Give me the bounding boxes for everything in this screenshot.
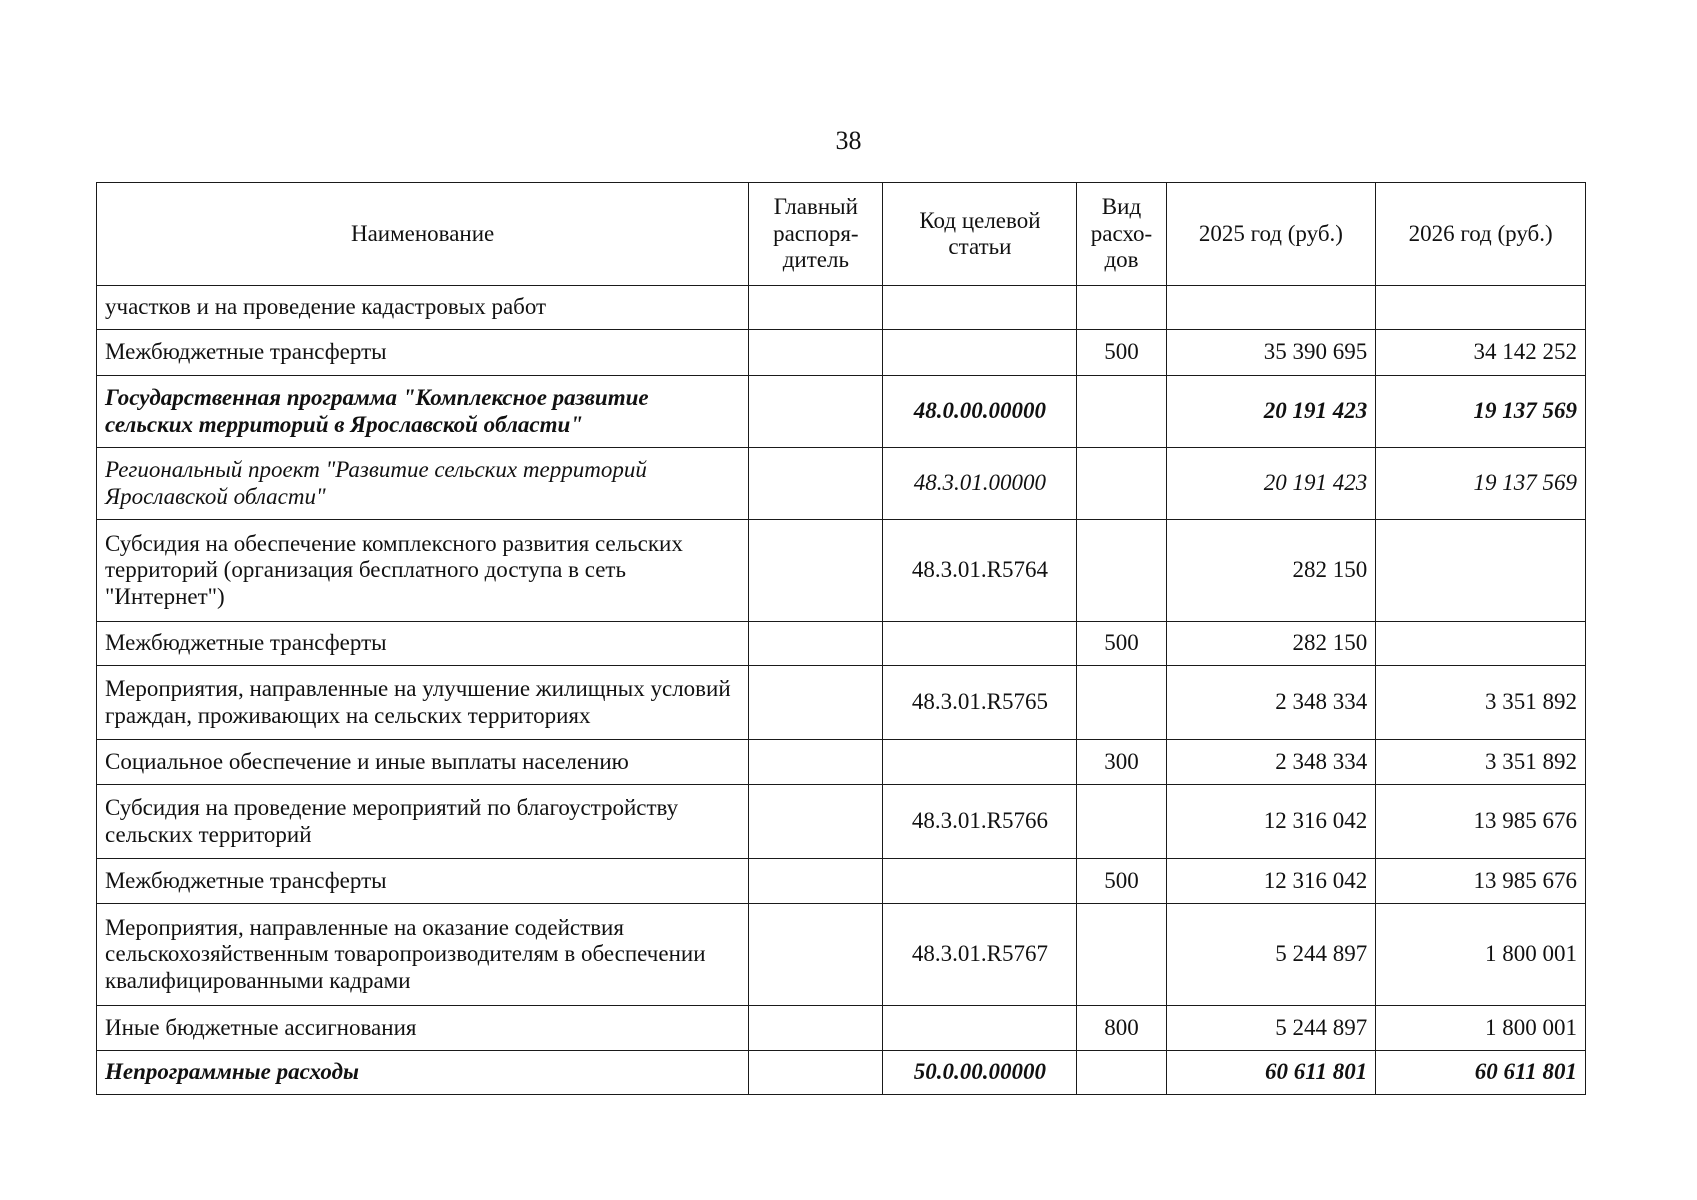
cell-2026: 1 800 001 [1376, 1006, 1586, 1051]
header-code: Код целевой статьи [883, 183, 1077, 286]
table-row [97, 330, 1586, 376]
cell-type [1077, 666, 1166, 740]
cell-type [1077, 520, 1166, 622]
cell-2026: 1 800 001 [1376, 904, 1586, 1006]
cell-name: Межбюджетные трансферты [97, 622, 749, 666]
cell-type: 500 [1077, 859, 1166, 904]
cell-2026: 60 611 801 [1376, 1051, 1586, 1095]
cell-code: 48.3.01.00000 [883, 448, 1077, 520]
table-row [97, 520, 1586, 622]
cell-2025: 2 348 334 [1166, 666, 1376, 740]
cell-2025: 282 150 [1166, 622, 1376, 666]
cell-name: Межбюджетные трансферты [97, 859, 749, 904]
table-row [97, 740, 1586, 785]
table-row [97, 666, 1586, 740]
cell-admin [749, 666, 883, 740]
cell-2025: 20 191 423 [1166, 376, 1376, 448]
table-row [97, 1006, 1586, 1051]
table-row [97, 286, 1586, 330]
cell-admin [749, 1006, 883, 1051]
table-row [97, 448, 1586, 520]
table-row [97, 376, 1586, 448]
cell-admin [749, 622, 883, 666]
cell-type [1077, 785, 1166, 859]
cell-admin [749, 740, 883, 785]
table-row [97, 622, 1586, 666]
cell-type [1077, 448, 1166, 520]
cell-2026: 34 142 252 [1376, 330, 1586, 376]
table-row [97, 1051, 1586, 1095]
cell-name: Мероприятия, направленные на оказание содействия сельскохозяйственным товаропроизводителям в обеспечении квалифицированными кадрами [97, 904, 749, 1006]
budget-table [96, 182, 1586, 1095]
cell-code: 50.0.00.00000 [883, 1051, 1077, 1095]
cell-admin [749, 904, 883, 1006]
cell-code: 48.3.01.R5767 [883, 904, 1077, 1006]
cell-code: 48.0.00.00000 [883, 376, 1077, 448]
cell-type: 300 [1077, 740, 1166, 785]
cell-admin [749, 859, 883, 904]
cell-admin [749, 520, 883, 622]
cell-2026 [1376, 286, 1586, 330]
cell-2025: 5 244 897 [1166, 1006, 1376, 1051]
cell-name: Мероприятия, направленные на улучшение жилищных условий граждан, проживающих на сельских территориях [97, 666, 749, 740]
cell-type [1077, 904, 1166, 1006]
cell-code [883, 859, 1077, 904]
cell-code: 48.3.01.R5766 [883, 785, 1077, 859]
cell-name: Социальное обеспечение и иные выплаты населению [97, 740, 749, 785]
cell-2026: 3 351 892 [1376, 740, 1586, 785]
cell-2025: 12 316 042 [1166, 859, 1376, 904]
table-header-row [97, 183, 1586, 286]
cell-2026 [1376, 520, 1586, 622]
cell-code: 48.3.01.R5764 [883, 520, 1077, 622]
cell-code [883, 330, 1077, 376]
cell-2025: 20 191 423 [1166, 448, 1376, 520]
cell-admin [749, 1051, 883, 1095]
cell-name: Субсидия на проведение мероприятий по благоустройству сельских территорий [97, 785, 749, 859]
cell-name: Иные бюджетные ассигнования [97, 1006, 749, 1051]
cell-admin [749, 286, 883, 330]
cell-code [883, 1006, 1077, 1051]
cell-admin [749, 785, 883, 859]
header-type: Вид расхо-дов [1077, 183, 1166, 286]
header-2026: 2026 год (руб.) [1376, 183, 1586, 286]
cell-2025: 5 244 897 [1166, 904, 1376, 1006]
cell-name: Региональный проект "Развитие сельских территорий Ярославской области" [97, 448, 749, 520]
cell-name: участков и на проведение кадастровых работ [97, 286, 749, 330]
cell-2025 [1166, 286, 1376, 330]
cell-admin [749, 448, 883, 520]
cell-type [1077, 1051, 1166, 1095]
cell-name: Межбюджетные трансферты [97, 330, 749, 376]
cell-name: Государственная программа "Комплексное развитие сельских территорий в Ярославской области" [97, 376, 749, 448]
page-number: 38 [835, 126, 862, 155]
header-admin: Главный распоря-дитель [749, 183, 883, 286]
cell-2025: 12 316 042 [1166, 785, 1376, 859]
cell-2026 [1376, 622, 1586, 666]
cell-code [883, 740, 1077, 785]
cell-type: 500 [1077, 622, 1166, 666]
header-2025: 2025 год (руб.) [1166, 183, 1376, 286]
header-name: Наименование [97, 183, 749, 286]
cell-code [883, 286, 1077, 330]
cell-2026: 19 137 569 [1376, 376, 1586, 448]
cell-admin [749, 376, 883, 448]
table-row [97, 785, 1586, 859]
cell-name: Субсидия на обеспечение комплексного развития сельских территорий (организация бесплатного доступа в сеть "Интернет") [97, 520, 749, 622]
cell-2026: 13 985 676 [1376, 859, 1586, 904]
cell-2025: 60 611 801 [1166, 1051, 1376, 1095]
cell-type [1077, 376, 1166, 448]
cell-type: 500 [1077, 330, 1166, 376]
cell-2026: 3 351 892 [1376, 666, 1586, 740]
table-row [97, 904, 1586, 1006]
cell-type [1077, 286, 1166, 330]
cell-2026: 13 985 676 [1376, 785, 1586, 859]
cell-admin [749, 330, 883, 376]
cell-code [883, 622, 1077, 666]
table-row [97, 859, 1586, 904]
cell-code: 48.3.01.R5765 [883, 666, 1077, 740]
cell-2026: 19 137 569 [1376, 448, 1586, 520]
cell-2025: 2 348 334 [1166, 740, 1376, 785]
cell-2025: 282 150 [1166, 520, 1376, 622]
cell-name: Непрограммные расходы [97, 1051, 749, 1095]
cell-type: 800 [1077, 1006, 1166, 1051]
cell-2025: 35 390 695 [1166, 330, 1376, 376]
